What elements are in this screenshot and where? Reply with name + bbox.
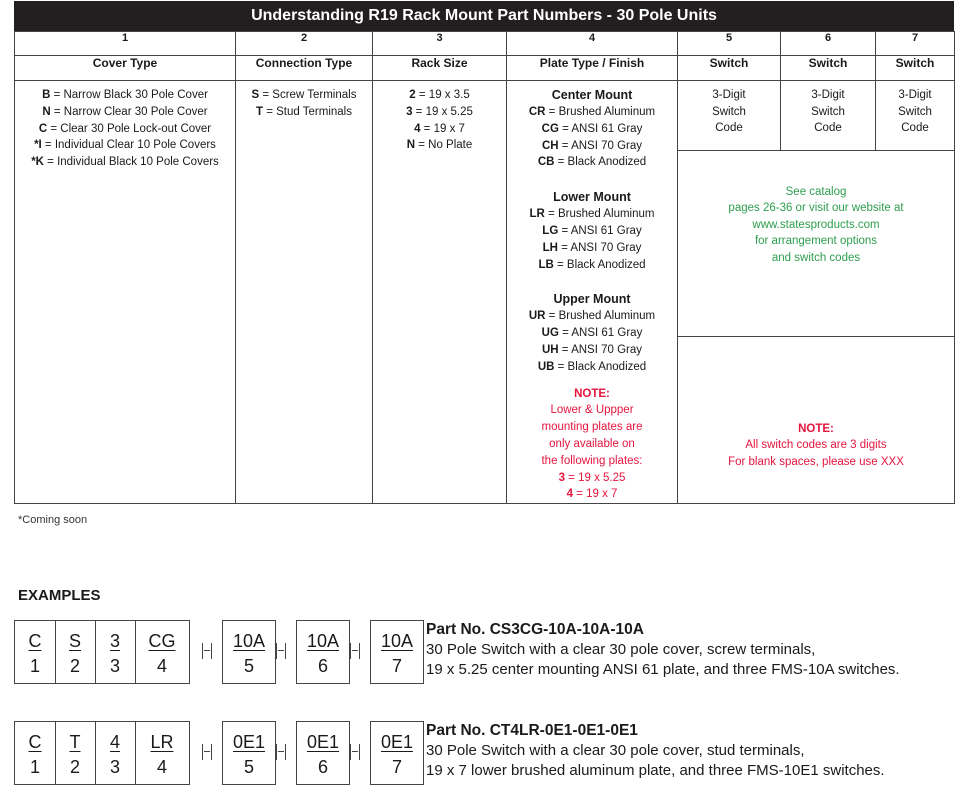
- switch-code-line: Switch: [811, 105, 845, 118]
- part-code-cell: [371, 621, 423, 683]
- switch-note-line: All switch codes are 3 digits: [745, 439, 887, 452]
- code-description: = Black Anodized: [554, 360, 647, 373]
- plate-note: [507, 386, 677, 504]
- column-number: 2: [236, 32, 373, 56]
- code-description: = No Plate: [415, 139, 473, 152]
- dash-separator: [202, 744, 212, 760]
- code-entry: [507, 121, 677, 138]
- column-header: Switch: [678, 56, 781, 81]
- code-value: *K: [31, 156, 44, 169]
- part-code-position: 4: [156, 656, 167, 676]
- part-code-cell: [15, 621, 55, 683]
- part-code-position: 1: [29, 656, 40, 676]
- code-entry: [15, 154, 235, 171]
- catalog-note-line: and switch codes: [771, 251, 861, 264]
- code-description: = ANSI 61 Gray: [558, 224, 642, 237]
- dash-separator: [276, 744, 286, 760]
- column-number: 7: [876, 32, 955, 56]
- code-value: 4: [414, 122, 421, 135]
- connection-type-cell: [236, 81, 373, 504]
- code-value: C: [38, 122, 48, 135]
- part-code-value: 0E1: [380, 732, 414, 752]
- column-header: Switch: [876, 56, 955, 81]
- part-code-position: 6: [317, 757, 328, 777]
- part-code-value: C: [28, 631, 42, 651]
- code-entry: [507, 223, 677, 240]
- code-value: S: [251, 89, 260, 101]
- switch-code-box: [296, 721, 350, 785]
- part-code-position: 3: [109, 757, 120, 777]
- part-code-value: 10A: [306, 631, 340, 651]
- column-header: Switch: [781, 56, 876, 81]
- switch-code-line: Code: [814, 122, 842, 134]
- part-code-cell: [371, 722, 423, 784]
- code-value: 2: [409, 89, 416, 101]
- code-value: UG: [541, 327, 559, 340]
- part-code-cell: [223, 722, 275, 784]
- code-description: = 19 x 7: [420, 122, 465, 135]
- switch-code-line: 3-Digit: [811, 89, 845, 101]
- code-entry: [373, 137, 506, 154]
- code-value: LR: [529, 208, 545, 221]
- plate-note-line: mounting plates are: [541, 421, 643, 434]
- switch-code-line: 3-Digit: [712, 89, 746, 101]
- switch-code-line: Switch: [712, 105, 746, 118]
- cover-type-list: [15, 81, 235, 171]
- plate-type-cell: [507, 81, 678, 504]
- dash-separator: [350, 744, 360, 760]
- dash-separator: [202, 643, 212, 659]
- code-description: = 19 x 5.25: [564, 471, 626, 484]
- code-entry: [507, 104, 677, 121]
- code-description: = ANSI 70 Gray: [558, 343, 643, 356]
- catalog-note-cell: [678, 150, 955, 336]
- code-description: = ANSI 61 Gray: [558, 122, 643, 135]
- rack-size-cell: [373, 81, 507, 504]
- switch-code-line: Code: [715, 122, 743, 134]
- code-entry: [15, 137, 235, 154]
- part-code-cell: [15, 722, 55, 784]
- part-code-cell: [95, 722, 135, 784]
- code-description: = Individual Black 10 Pole Covers: [43, 156, 219, 169]
- part-code-position: 2: [69, 656, 80, 676]
- code-description: = ANSI 61 Gray: [558, 327, 643, 340]
- code-value: 3: [558, 471, 565, 484]
- plate-note-plates: [507, 470, 677, 504]
- part-code-position: 7: [391, 656, 402, 676]
- part-code-cell: [55, 621, 95, 683]
- code-entry: [373, 121, 506, 138]
- column-header: Connection Type: [236, 56, 373, 81]
- part-code-value: 10A: [380, 631, 414, 651]
- switch-code-cell-6: [781, 81, 876, 151]
- part-code-value: 3: [109, 631, 120, 651]
- code-value: 3: [406, 105, 413, 118]
- lower-mount-list: [507, 206, 677, 273]
- catalog-note-line: for arrangement options: [754, 235, 878, 248]
- switch-code-box: [296, 620, 350, 684]
- examples-title: EXAMPLES: [18, 587, 101, 604]
- column-number: 3: [373, 32, 507, 56]
- connection-type-list: [236, 81, 372, 121]
- part-code-value: CG: [148, 631, 176, 651]
- code-description: = Black Anodized: [554, 156, 647, 169]
- lower-mount-title: Lower Mount: [553, 190, 631, 205]
- part-number: Part No. CS3CG-10A-10A-10A: [426, 621, 644, 638]
- code-entry: [236, 104, 372, 121]
- part-code-position: 4: [156, 757, 167, 777]
- switch-code-box: [222, 620, 276, 684]
- part-code-position: 5: [243, 757, 254, 777]
- part-code-value: LR: [150, 732, 174, 752]
- part-code-position: 1: [29, 757, 40, 777]
- code-entry: [15, 121, 235, 138]
- upper-mount-title: Upper Mount: [553, 292, 631, 307]
- switch-code-line: Code: [901, 122, 929, 134]
- part-code-box: [14, 620, 190, 684]
- column-header: Cover Type: [15, 56, 236, 81]
- code-value: LG: [542, 224, 559, 237]
- code-entry: [507, 154, 677, 171]
- example-description: [426, 620, 900, 680]
- part-code-position: 6: [317, 656, 328, 676]
- center-mount-title: Center Mount: [551, 88, 633, 102]
- upper-mount-list: [507, 308, 677, 375]
- part-code-value: S: [68, 631, 81, 651]
- code-entry: [507, 359, 677, 376]
- code-entry: [507, 325, 677, 342]
- plate-note-line: Lower & Uppper: [550, 404, 634, 417]
- column-header: Plate Type / Finish: [507, 56, 678, 81]
- dash-separator: [350, 643, 360, 659]
- code-description: = ANSI 70 Gray: [558, 139, 643, 152]
- example-description-line: 19 x 7 lower brushed aluminum plate, and three FMS-10E1 switches.: [426, 762, 885, 779]
- code-value: CR: [528, 106, 546, 118]
- column-number: 5: [678, 32, 781, 56]
- switch-code-box: [222, 721, 276, 785]
- code-description: = Brushed Aluminum: [544, 208, 655, 221]
- code-description: = Individual Clear 10 Pole Covers: [41, 139, 216, 152]
- switch-note-cell: [678, 336, 955, 503]
- catalog-website-link[interactable]: www.statesproducts.com: [752, 218, 880, 231]
- code-description: = Narrow Black 30 Pole Cover: [50, 89, 208, 101]
- code-description: = Clear 30 Pole Lock-out Cover: [47, 122, 212, 135]
- catalog-note-line: pages 26-36 or visit our website at: [728, 202, 904, 215]
- code-description: = Screw Terminals: [259, 89, 357, 101]
- code-value: UR: [528, 310, 546, 323]
- code-entry: [507, 308, 677, 325]
- code-description: = Stud Terminals: [263, 105, 352, 118]
- code-entry: [507, 470, 677, 487]
- switch-code-line: Switch: [898, 105, 932, 118]
- code-value: CG: [541, 122, 559, 135]
- column-number: 1: [15, 32, 236, 56]
- part-number: Part No. CT4LR-0E1-0E1-0E1: [426, 722, 638, 739]
- catalog-note-line: See catalog: [785, 185, 847, 198]
- part-code-value: 0E1: [306, 732, 340, 752]
- code-value: CB: [537, 156, 555, 169]
- column-header: Rack Size: [373, 56, 507, 81]
- code-description: = 19 x 5.25: [412, 105, 473, 118]
- switch-code-cell-5: [678, 81, 781, 151]
- part-code-value: C: [28, 732, 42, 752]
- dash-separator: [276, 643, 286, 659]
- example-description-line: 19 x 5.25 center mounting ANSI 61 plate, and three FMS-10A switches.: [426, 661, 900, 678]
- switch-code-line: 3-Digit: [898, 89, 932, 101]
- code-description: = 19 x 7: [572, 488, 618, 501]
- code-value: UH: [541, 343, 559, 356]
- rack-size-list: [373, 81, 506, 154]
- part-code-value: 0E1: [232, 732, 266, 752]
- code-entry: [507, 138, 677, 155]
- part-code-cell: [135, 722, 189, 784]
- cover-type-cell: [15, 81, 236, 504]
- part-code-position: 3: [109, 656, 120, 676]
- part-code-cell: [223, 621, 275, 683]
- code-value: 4: [566, 488, 573, 501]
- code-description: = Brushed Aluminum: [545, 106, 656, 118]
- code-value: *I: [34, 139, 42, 152]
- switch-code-cell-7: [876, 81, 955, 151]
- part-code-position: 7: [391, 757, 402, 777]
- part-code-cell: [297, 722, 349, 784]
- code-value: LH: [542, 241, 558, 254]
- part-code-value: 4: [109, 732, 120, 752]
- example-description-line: 30 Pole Switch with a clear 30 pole cover, screw terminals,: [426, 641, 816, 658]
- code-entry: [373, 87, 506, 104]
- code-value: B: [42, 89, 51, 101]
- code-description: = ANSI 70 Gray: [557, 241, 642, 254]
- switch-code-box: [370, 620, 424, 684]
- part-code-value: 10A: [232, 631, 266, 651]
- code-entry: [507, 342, 677, 359]
- code-entry: [236, 87, 372, 104]
- part-code-cell: [135, 621, 189, 683]
- page-title: Understanding R19 Rack Mount Part Numbers - 30 Pole Units: [14, 1, 954, 31]
- code-value: LB: [538, 258, 554, 271]
- part-number-table: [14, 31, 955, 504]
- code-value: N: [406, 139, 416, 152]
- column-number: 6: [781, 32, 876, 56]
- code-entry: [507, 486, 677, 503]
- part-code-position: 2: [69, 757, 80, 777]
- column-number: 4: [507, 32, 678, 56]
- part-code-cell: [55, 722, 95, 784]
- code-entry: [507, 240, 677, 257]
- example-description-line: 30 Pole Switch with a clear 30 pole cover, stud terminals,: [426, 742, 805, 759]
- code-value: CH: [541, 139, 559, 152]
- plate-note-title: NOTE:: [574, 387, 610, 400]
- code-description: = Black Anodized: [553, 258, 646, 271]
- footnote: *Coming soon: [18, 514, 88, 526]
- code-description: = 19 x 3.5: [415, 89, 470, 101]
- part-code-position: 5: [243, 656, 254, 676]
- plate-note-line: the following plates:: [541, 454, 643, 467]
- code-value: N: [42, 105, 51, 118]
- code-value: T: [256, 105, 264, 118]
- code-value: UB: [537, 360, 555, 373]
- code-entry: [15, 104, 235, 121]
- code-entry: [373, 104, 506, 121]
- part-code-value: T: [69, 732, 81, 752]
- switch-note-line: For blank spaces, please use XXX: [728, 455, 904, 468]
- code-entry: [507, 257, 677, 274]
- part-code-cell: [297, 621, 349, 683]
- switch-note-title: NOTE:: [798, 422, 834, 435]
- example-description: [426, 721, 885, 781]
- part-code-box: [14, 721, 190, 785]
- code-entry: [507, 206, 677, 223]
- part-code-cell: [95, 621, 135, 683]
- center-mount-list: [507, 104, 677, 171]
- code-description: = Narrow Clear 30 Pole Cover: [50, 105, 208, 118]
- code-description: = Brushed Aluminum: [545, 310, 656, 323]
- plate-note-line: only available on: [549, 437, 635, 450]
- code-entry: [15, 87, 235, 104]
- switch-code-box: [370, 721, 424, 785]
